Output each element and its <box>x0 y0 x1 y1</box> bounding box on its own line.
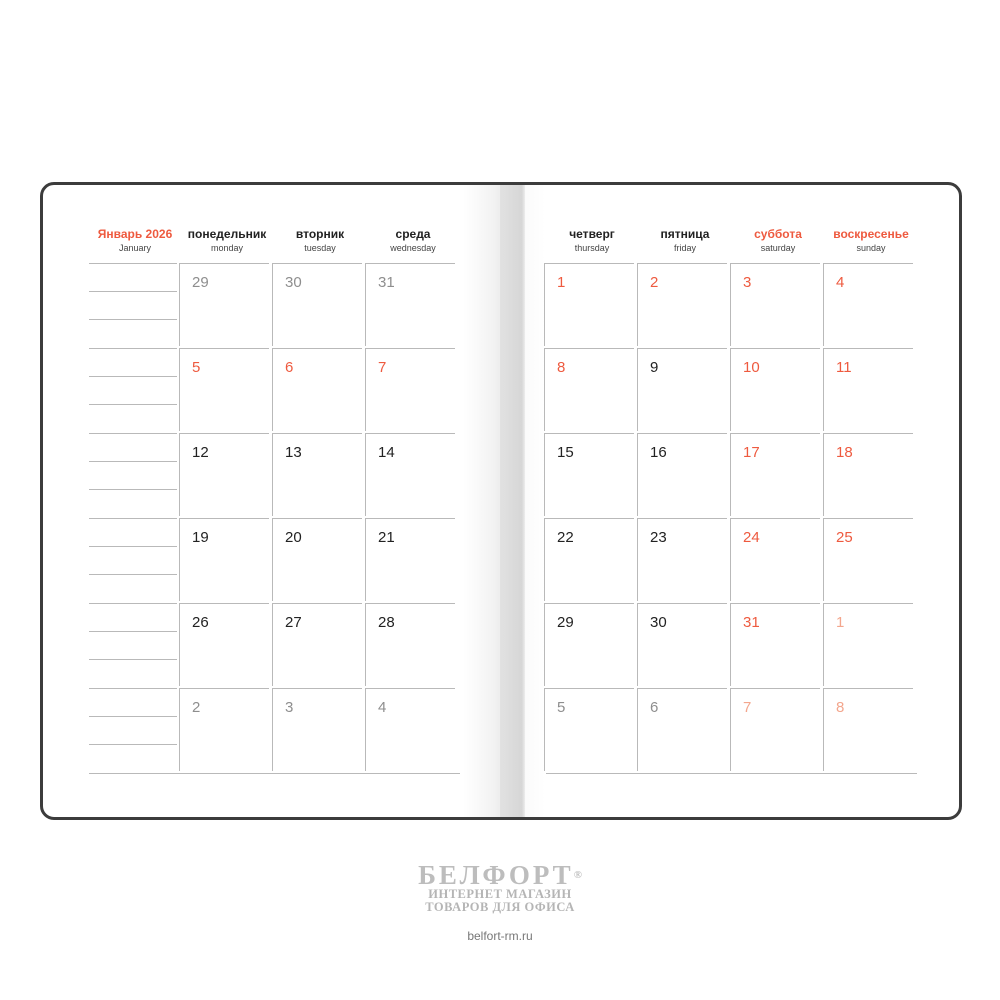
note-line <box>89 546 177 547</box>
planner-spread <box>40 182 962 820</box>
day-cell <box>179 688 269 771</box>
day-cell <box>637 518 727 601</box>
note-line <box>89 688 177 689</box>
day-cell <box>179 433 269 516</box>
day-cell <box>730 348 820 431</box>
day-number: 20 <box>285 529 302 546</box>
day-number: 13 <box>285 444 302 461</box>
note-line <box>89 433 177 434</box>
day-cell <box>272 263 362 346</box>
weekday-en: saturday <box>760 243 796 253</box>
day-number: 5 <box>557 699 566 716</box>
note-line <box>89 716 177 717</box>
weekday-header-tuesday <box>274 227 366 254</box>
brand-line-1: ИНТЕРНЕТ МАГАЗИН <box>428 887 572 901</box>
day-number: 29 <box>557 614 574 631</box>
day-cell <box>730 518 820 601</box>
day-cell <box>272 348 362 431</box>
day-cell <box>823 603 913 686</box>
day-cell <box>637 433 727 516</box>
note-line <box>89 518 177 519</box>
day-cell <box>365 518 455 601</box>
note-line <box>89 631 177 632</box>
weekday-en: thursday <box>574 243 610 253</box>
brand-logo <box>0 862 1000 914</box>
day-cell <box>365 603 455 686</box>
day-cell <box>823 348 913 431</box>
day-cell <box>544 348 634 431</box>
day-cell <box>272 688 362 771</box>
day-cell <box>730 688 820 771</box>
note-line <box>89 404 177 405</box>
weekday-ru: четверг <box>569 227 615 241</box>
day-number: 28 <box>378 614 395 631</box>
note-line <box>89 489 177 490</box>
day-cell <box>272 603 362 686</box>
day-cell <box>272 433 362 516</box>
day-number: 8 <box>836 699 845 716</box>
day-number: 15 <box>557 444 574 461</box>
note-line <box>89 263 177 264</box>
weekday-header-saturday <box>732 227 824 254</box>
day-number: 18 <box>836 444 853 461</box>
day-number: 16 <box>650 444 667 461</box>
note-line <box>89 461 177 462</box>
day-number: 2 <box>192 699 201 716</box>
month-title <box>89 227 181 254</box>
brand-line-2: ТОВАРОВ ДЛЯ ОФИСА <box>425 900 575 914</box>
day-number: 7 <box>743 699 752 716</box>
day-cell <box>637 688 727 771</box>
day-number: 9 <box>650 359 659 376</box>
day-cell <box>823 433 913 516</box>
weekday-header-friday <box>639 227 731 254</box>
weekday-header-wednesday <box>367 227 459 254</box>
day-cell <box>637 603 727 686</box>
day-cell <box>544 518 634 601</box>
weekday-ru: вторник <box>295 227 345 241</box>
weekday-ru: воскресенье <box>833 227 909 241</box>
note-line <box>89 603 177 604</box>
note-line <box>89 376 177 377</box>
note-line <box>89 319 177 320</box>
day-number: 23 <box>650 529 667 546</box>
day-cell <box>272 518 362 601</box>
day-number: 4 <box>836 274 845 291</box>
day-number: 30 <box>285 274 302 291</box>
day-cell <box>544 603 634 686</box>
day-number: 8 <box>557 359 566 376</box>
day-number: 31 <box>743 614 760 631</box>
day-number: 1 <box>836 614 845 631</box>
note-line <box>89 744 177 745</box>
weekday-en: monday <box>210 243 244 253</box>
day-number: 22 <box>557 529 574 546</box>
day-number: 6 <box>650 699 659 716</box>
day-cell <box>730 433 820 516</box>
weekday-en: friday <box>673 243 696 253</box>
day-number: 26 <box>192 614 209 631</box>
weekday-ru: понедельник <box>187 227 267 241</box>
day-number: 25 <box>836 529 853 546</box>
weekday-header-sunday <box>825 227 917 254</box>
weekday-en: tuesday <box>304 243 336 253</box>
weekday-header-monday <box>181 227 273 254</box>
weekday-ru: суббота <box>754 227 802 241</box>
day-number: 24 <box>743 529 760 546</box>
day-cell <box>179 348 269 431</box>
day-number: 27 <box>285 614 302 631</box>
site-url: belfort-rm.ru <box>467 929 533 943</box>
weekday-ru: среда <box>395 227 431 241</box>
day-cell <box>730 263 820 346</box>
day-number: 10 <box>743 359 760 376</box>
day-number: 2 <box>650 274 659 291</box>
day-cell <box>637 263 727 346</box>
note-line <box>89 659 177 660</box>
bottom-rule-right <box>546 773 917 774</box>
day-cell <box>823 263 913 346</box>
bottom-rule-left <box>89 773 460 774</box>
note-line <box>89 348 177 349</box>
day-number: 6 <box>285 359 294 376</box>
day-number: 11 <box>836 359 852 376</box>
day-cell <box>365 688 455 771</box>
day-number: 5 <box>192 359 201 376</box>
registered-mark: ® <box>573 869 582 881</box>
weekday-en: wednesday <box>390 243 436 253</box>
day-cell <box>365 348 455 431</box>
day-cell <box>730 603 820 686</box>
day-number: 3 <box>285 699 294 716</box>
day-cell <box>365 263 455 346</box>
day-number: 31 <box>378 274 395 291</box>
day-cell <box>179 263 269 346</box>
day-number: 29 <box>192 274 209 291</box>
day-cell <box>544 263 634 346</box>
day-cell <box>365 433 455 516</box>
day-number: 21 <box>378 529 395 546</box>
day-number: 14 <box>378 444 395 461</box>
day-cell <box>544 433 634 516</box>
day-number: 30 <box>650 614 667 631</box>
day-number: 3 <box>743 274 752 291</box>
day-number: 19 <box>192 529 209 546</box>
day-cell <box>637 348 727 431</box>
day-cell <box>179 603 269 686</box>
brand-name <box>0 862 1000 888</box>
weekday-header-thursday <box>546 227 638 254</box>
day-number: 12 <box>192 444 209 461</box>
day-number: 17 <box>743 444 760 461</box>
book-gutter-shadow-right <box>500 185 546 817</box>
day-cell <box>823 688 913 771</box>
month-title-ru: Январь 2026 <box>97 227 173 241</box>
weekday-en: sunday <box>856 243 886 253</box>
day-number: 7 <box>378 359 387 376</box>
day-cell <box>823 518 913 601</box>
month-title-en: January <box>118 243 152 253</box>
weekday-ru: пятница <box>660 227 710 241</box>
note-line <box>89 574 177 575</box>
day-number: 4 <box>378 699 387 716</box>
note-line <box>89 291 177 292</box>
brand-name-text: БЕЛФОРТ <box>418 860 574 890</box>
day-cell <box>179 518 269 601</box>
day-cell <box>544 688 634 771</box>
day-number: 1 <box>557 274 566 291</box>
